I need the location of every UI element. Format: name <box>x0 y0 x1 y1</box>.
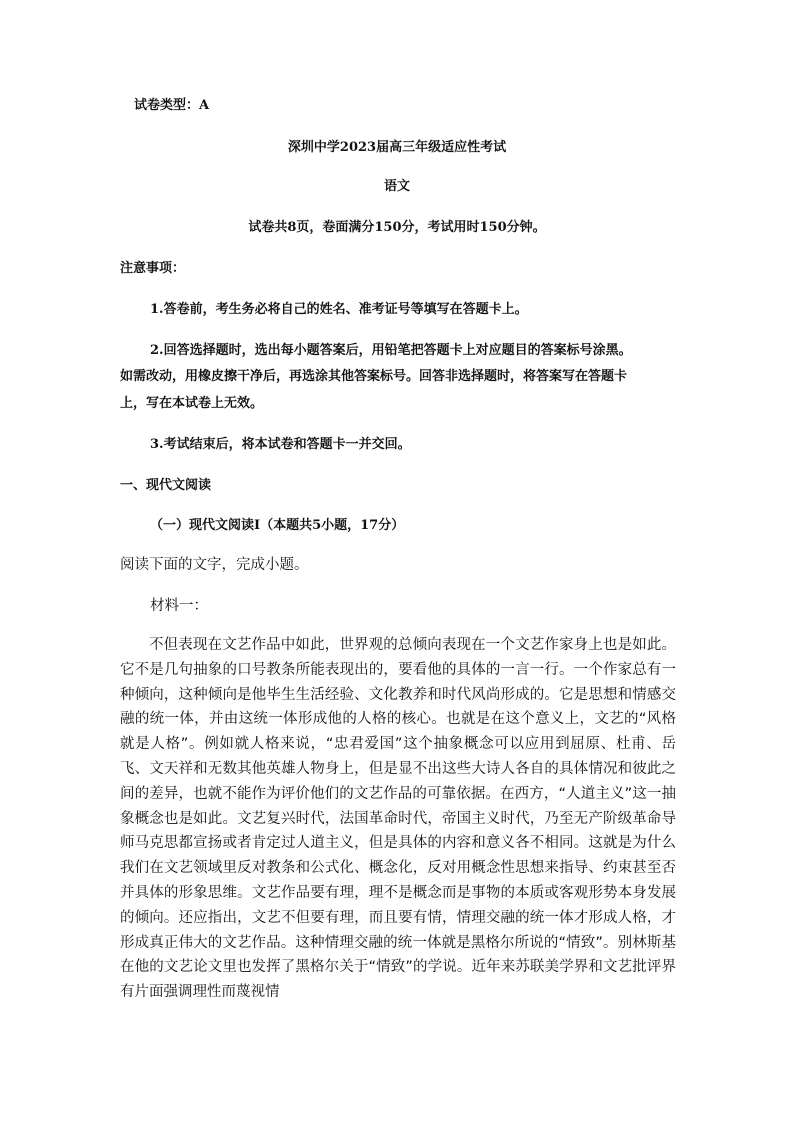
notice-item-1: 1.答卷前，考生务必将自己的姓名、准考证号等填写在答题卡上。 <box>150 302 528 317</box>
notices-heading: 注意事项： <box>120 261 186 276</box>
notice-item-2-line-2: 如需改动，用橡皮擦干净后，再选涂其他答案标号。回答非选择题时，将答案写在答题卡 <box>120 369 628 384</box>
section-title: 一、现代文阅读 <box>120 478 212 493</box>
reading-instruction: 阅读下面的文字，完成小题。 <box>120 557 309 573</box>
notice-item-3: 3.考试结束后，将本试卷和答题卡一并交回。 <box>150 437 411 452</box>
paper-type-label: 试卷类型：A <box>134 98 210 113</box>
passage-paragraph: 不但表现在文艺作品中如此，世界观的总倾向表现在一个文艺作家身上也是如此。它不是几句抽象的口号教条所能表现出的，要看他的具体的一言一行。一个作家总有一种倾向，这种倾向是他毕生生活经验、文化教养和时代风尚形成的。它是思想和情感交融的统一体，并由这统一体形成他的人格的核心。也就是在这个意义上，文艺的“风格就是人格”。例如就人格来说，“忠君爱国”这个抽象概念可以应用到屈原、杜甫、岳飞、文天祥和无数其他英雄人物身上，但是显不出这些大诗人各自的具体情况和彼此之间的差异，也就不能作为评价他们的文艺作品的可靠依据。在西方，“人道主义”这一抽象概念也是如此。文艺复兴时代，法国革命时代，帝国主义时代，乃至无产阶级革命导师马克思都宣扬或者肯定过人道主义，但是具体的内容和意义各不相同。这就是为什么我们在文艺领域里反对教条和公式化、概念化，反对用概念性思想来指导、约束甚至否并具体的形象思维。文艺作品要有理，理不是概念而是事物的本质或客观形势本身发展的倾向。还应指出，文艺不但要有理，而且要有情，情理交融的统一体才形成人格，才形成真正伟大的文艺作品。这种情理交融的统一体就是黑格尔所说的“情致”。别林斯基在他的文艺论文里也发挥了黑格尔关于“情致”的学说。近年来苏联美学界和文艺批评界有片面强调理性而蔑视情 <box>120 637 676 1001</box>
material-label: 材料一： <box>150 598 208 614</box>
subsection-title: （一）现代文阅读Ⅰ（本题共5小题，17分） <box>150 518 405 533</box>
subject-title: 语文 <box>383 179 410 194</box>
notice-item-2-line-1: 2.回答选择题时，选出每小题答案后，用铅笔把答题卡上对应题目的答案标号涂黑。 <box>150 343 632 358</box>
passage-body <box>120 633 676 1005</box>
notice-item-2-line-3: 上，写在本试卷上无效。 <box>120 396 264 411</box>
exam-info: 试卷共8页，卷面满分150分，考试用时150分钟。 <box>248 220 546 235</box>
exam-title: 深圳中学2023届高三年级适应性考试 <box>287 140 507 155</box>
